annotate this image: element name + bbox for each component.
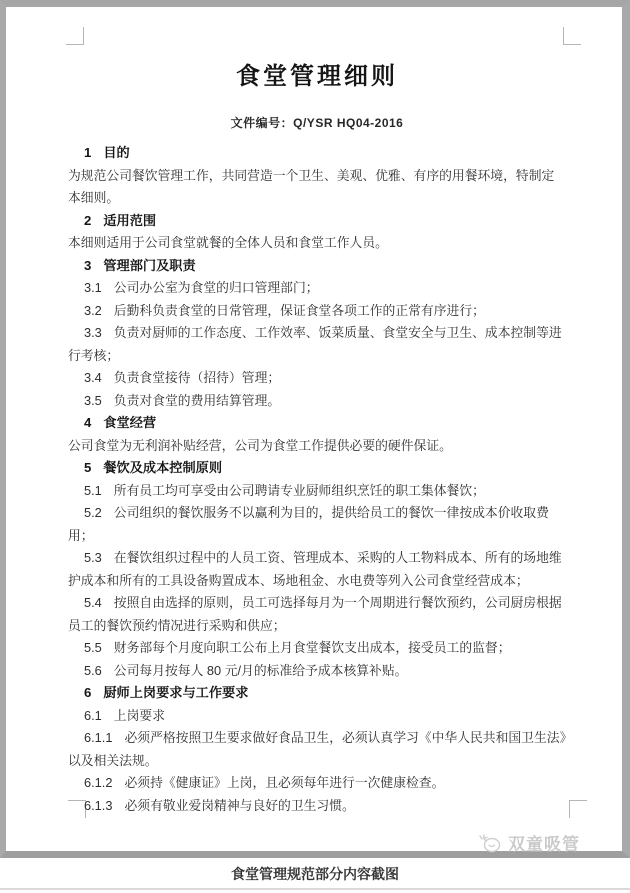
clause-text: 管理部门及职责 [103, 257, 196, 273]
doc-item [68, 480, 566, 503]
doc-item [68, 367, 566, 390]
doc-paragraph [68, 435, 566, 458]
document-content [68, 14, 566, 817]
clause-text: 按照自由选择的原则，员工可选择每月为一个周期进行餐饮预约，公司厨房根据员工的餐饮预约情况进行采购和供应； [68, 595, 562, 633]
clause-number: 3.3 [84, 325, 102, 340]
clause-text: 必须有敬业爱岗精神与良好的卫生习惯。 [124, 797, 355, 813]
clause-text: 必须持《健康证》上岗，且必须每年进行一次健康检查。 [124, 775, 445, 790]
clause-text: 上岗要求 [113, 707, 165, 723]
clause-number: 6.1.1 [84, 730, 113, 745]
clause-number: 1 [84, 145, 92, 160]
clause-text: 为规范公司餐饮管理工作，共同营造一个卫生、美观、优雅、有序的用餐环境，特制定本细则。 [68, 167, 555, 205]
clause-text: 必须严格按照卫生要求做好食品卫生，必须认真学习《中华人民共和国卫生法》以及相关法规。 [68, 730, 566, 768]
clause-text: 公司食堂为无利润补贴经营，公司为食堂工作提供必要的硬件保证。 [68, 437, 452, 453]
clause-number: 5.1 [84, 482, 102, 498]
clause-text: 适用范围 [103, 212, 157, 228]
doc-item [68, 300, 566, 323]
clause-text: 本细则适用于公司食堂就餐的全体人员和食堂工作人员。 [68, 235, 388, 250]
doc-paragraph [68, 165, 566, 210]
clause-number: 5.6 [84, 662, 102, 678]
clause-number: 5.2 [84, 505, 102, 520]
doc-paragraph [68, 232, 566, 255]
clause-number: 6 [84, 685, 92, 700]
document-title: 食堂管理细则 [236, 63, 398, 90]
doc-item [68, 727, 566, 772]
doc-body [68, 142, 566, 817]
doc-item [68, 795, 566, 818]
image-caption: 食堂管理规范部分内容截图 [231, 866, 399, 882]
clause-number: 5 [84, 460, 92, 475]
clause-number: 3.1 [84, 280, 102, 295]
clause-text: 负责对食堂的费用结算管理。 [113, 392, 281, 408]
clause-number: 5.5 [84, 640, 102, 655]
document-number: 文件编号：Q/YSR HQ04-2016 [230, 116, 404, 130]
clause-number: 5.3 [84, 550, 102, 565]
clause-text: 食堂经营 [103, 415, 157, 430]
clause-number: 3.2 [84, 302, 102, 318]
doc-item [68, 277, 566, 300]
clause-number: 6.1 [84, 707, 102, 723]
clause-text: 负责食堂接待（招待）管理； [113, 370, 281, 385]
clause-number: 3 [84, 257, 92, 273]
clause-text: 负责对厨师的工作态度、工作效率、饭菜质量、食堂安全与卫生、成本控制等进行考核； [68, 325, 562, 363]
clause-number: 4 [84, 415, 92, 430]
text-boundary-mark-bottom-right-icon [569, 800, 587, 818]
doc-item [68, 660, 566, 683]
clause-text: 在餐饮组织过程中的人员工资、管理成本、采购的人工物料成本、所有的场地维护成本和所有的工具设备购置成本、场地租金、水电费等列入公司食堂经营成本； [68, 550, 562, 588]
bottom-divider [0, 888, 630, 890]
clause-text: 公司每月按每人 80 元/月的标准给予成本核算补贴。 [113, 662, 408, 678]
doc-item [68, 547, 566, 592]
doc-item [68, 322, 566, 367]
doc-heading [68, 210, 566, 233]
brand-logo-icon [477, 832, 503, 854]
doc-heading [68, 457, 566, 480]
doc-item [68, 705, 566, 728]
clause-number: 6.1.3 [84, 797, 113, 813]
doc-item [68, 390, 566, 413]
clause-text: 公司组织的餐饮服务不以赢利为目的，提供给员工的餐饮一律按成本价收取费用； [68, 505, 549, 543]
clause-number: 3.4 [84, 370, 102, 385]
clause-text: 目的 [103, 145, 130, 160]
watermark-text: 双童吸管 [508, 835, 580, 854]
clause-number: 6.1.2 [84, 775, 113, 790]
clause-text: 后勤科负责食堂的日常管理，保证食堂各项工作的正常有序进行； [113, 302, 485, 318]
doc-item [68, 772, 566, 795]
clause-number: 2 [84, 212, 92, 228]
doc-heading [68, 412, 566, 435]
clause-text: 所有员工均可享受由公司聘请专业厨师组织烹饪的职工集体餐饮； [113, 482, 485, 498]
clause-text: 财务部每个月度向职工公布上月食堂餐饮支出成本，接受员工的监督； [113, 640, 511, 655]
clause-number: 3.5 [84, 392, 102, 408]
clause-text: 厨师上岗要求与工作要求 [103, 685, 249, 700]
doc-heading [68, 255, 566, 278]
doc-item [68, 637, 566, 660]
clause-text: 公司办公室为食堂的归口管理部门； [113, 280, 319, 295]
doc-item [68, 502, 566, 547]
doc-item [68, 592, 566, 637]
doc-heading [68, 682, 566, 705]
clause-text: 餐饮及成本控制原则 [103, 460, 223, 475]
clause-number: 5.4 [84, 595, 102, 610]
doc-heading [68, 142, 566, 165]
watermark [477, 830, 580, 855]
